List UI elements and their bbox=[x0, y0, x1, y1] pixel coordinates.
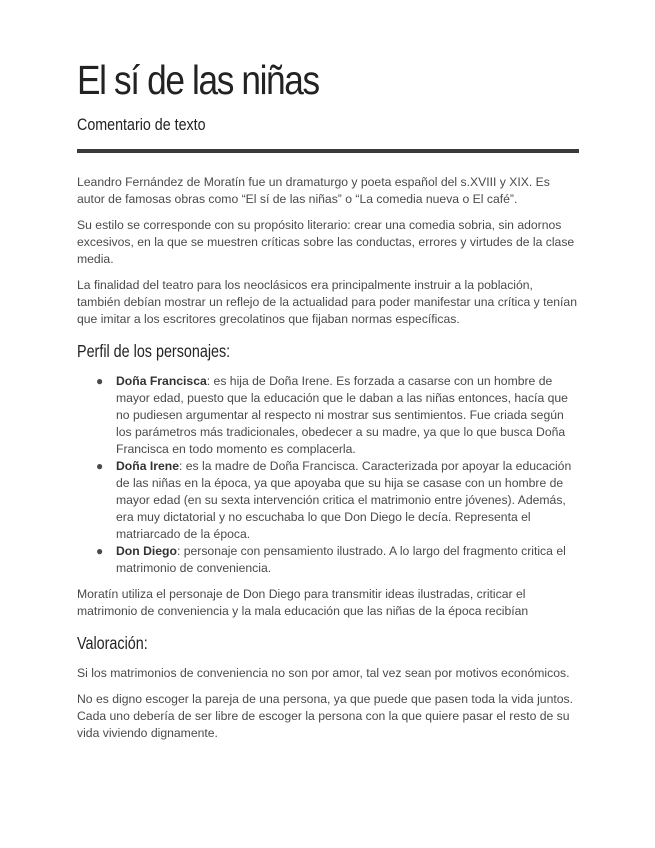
valuation-heading: Valoración: bbox=[77, 633, 148, 653]
character-description: : es la madre de Doña Francisca. Caracterizada por apoyar la educación de las niñas en la época, ya que apoyaba que su hija se casase con un hombre de mayor edad (en su sexta intervención critica el matrimonio entre jóvenes). Además, era muy dictatorial y no escuchaba lo que Don Diego le decía. Representa el matriarcado de la época. bbox=[116, 459, 572, 541]
character-item-irene bbox=[96, 458, 579, 543]
characters-heading: Perfil de los personajes: bbox=[77, 341, 231, 361]
page-subtitle: Comentario de texto bbox=[77, 115, 206, 134]
valuation-paragraph-1: Si los matrimonios de conveniencia no son por amor, tal vez sean por motivos económicos. bbox=[77, 666, 570, 680]
bullet-icon: ● bbox=[96, 544, 104, 558]
character-item-diego bbox=[96, 543, 579, 577]
intro-paragraph-2: Su estilo se corresponde con su propósito literario: crear una comedia sobria, sin adornos excesivos, en la que se muestren críticas sobre las conductas, errores y virtudes de la clase media. bbox=[77, 218, 575, 266]
page-title: El sí de las niñas bbox=[77, 57, 319, 103]
bullet-icon: ● bbox=[96, 374, 104, 388]
document-page bbox=[77, 56, 579, 742]
intro-paragraph-1: Leandro Fernández de Moratín fue un dramaturgo y poeta español del s.XVIII y XIX. Es autor de famosas obras como “El sí de las niñas” o “La comedia nueva o El café”. bbox=[77, 175, 550, 206]
character-description: : es hija de Doña Irene. Es forzada a casarse con un hombre de mayor edad, puesto que la educación que le daban a las niñas entonces, hacía que no pudiesen argumentar al respecto ni mostrar sus sentimientos. Fue criada según los parámetros más tradicionales, obedecer a su madre, ya que lo que busca Doña Francisca en todo momento es complacerla. bbox=[116, 374, 568, 456]
character-name: Doña Irene bbox=[116, 459, 179, 473]
character-name: Doña Francisca bbox=[116, 374, 207, 388]
bullet-icon: ● bbox=[96, 459, 104, 473]
characters-list bbox=[77, 373, 579, 577]
character-name: Don Diego bbox=[116, 544, 177, 558]
character-description: : personaje con pensamiento ilustrado. A lo largo del fragmento critica el matrimonio de conveniencia. bbox=[116, 544, 566, 575]
character-item-francisca bbox=[96, 373, 579, 458]
title-divider bbox=[77, 149, 579, 153]
valuation-paragraph-2: No es digno escoger la pareja de una persona, ya que puede que pasen toda la vida juntos. Cada uno debería de ser libre de escoger la persona con la que quiere pasar el resto de su vida viviendo dignamente. bbox=[77, 692, 573, 740]
characters-conclusion: Moratín utiliza el personaje de Don Diego para transmitir ideas ilustradas, criticar el matrimonio de conveniencia y la mala educación que las niñas de la época recibían bbox=[77, 587, 529, 618]
intro-paragraph-3: La finalidad del teatro para los neoclásicos era principalmente instruir a la población, también debían mostrar un reflejo de la actualidad para poder manifestar una crítica y tenían que imitar a los escritores grecolatinos que fijaban normas específicas. bbox=[77, 278, 577, 326]
